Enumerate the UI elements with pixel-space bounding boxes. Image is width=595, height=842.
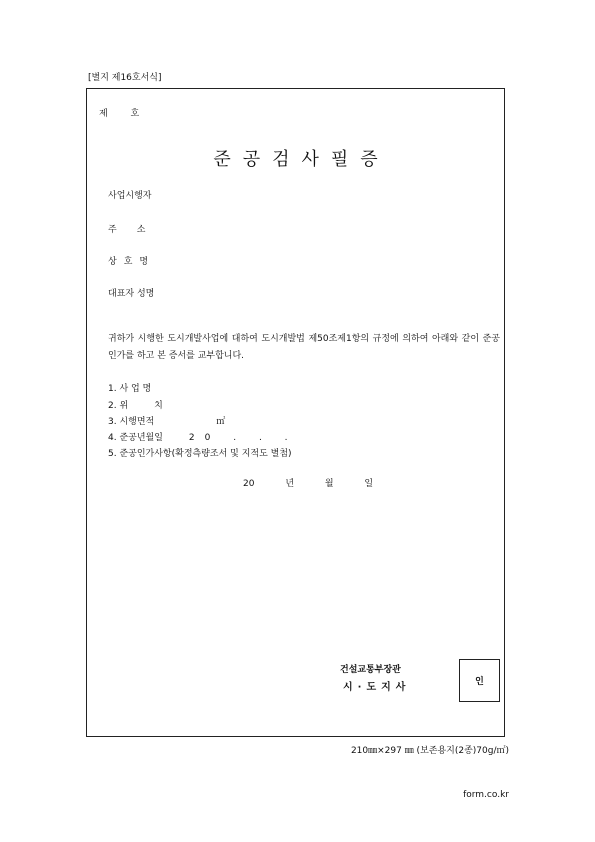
item-date-placeholder: 20 . . . — [188, 433, 298, 443]
applicant-label-address: 주소 — [108, 225, 166, 235]
item-label: 1. 사 업 명 — [108, 384, 152, 394]
seal-label: 인 — [475, 677, 484, 687]
applicant-label-representative: 대표자 성명 — [108, 289, 155, 299]
paper-spec: 210㎜×297 ㎜ (보존용지(2종)70g/㎡) — [350, 746, 509, 756]
issuer-minister: 건설교통부장관 — [340, 665, 401, 675]
item-label: 3. 시행면적 — [108, 417, 155, 427]
site-footer: form.co.kr — [463, 790, 509, 800]
applicant-label-operator: 사업시행자 — [108, 191, 152, 201]
item-unit: ㎡ — [216, 417, 226, 427]
list-item — [108, 430, 298, 443]
issue-date-line: 20 년 월 일 — [243, 479, 374, 489]
item-label: 2. 위 — [108, 401, 129, 411]
list-item — [108, 381, 177, 394]
issuer-governor: 시·도지사 — [343, 682, 411, 693]
page-title: 준공검사필증 — [213, 149, 390, 170]
certificate-body-text: 귀하가 시행한 도시개발사업에 대하여 도시개발법 제50조제1항의 규정에 의하여 아래와 같이 준공인가를 하고 본 증서를 교부합니다. — [108, 334, 500, 361]
item-extra: 치 — [154, 401, 173, 411]
seal-box — [459, 659, 500, 702]
form-reference: [별지 제16호서식] — [88, 73, 162, 83]
certificate-frame — [86, 88, 505, 737]
document-number-label: 제 호 — [99, 109, 140, 119]
list-item — [108, 446, 318, 459]
list-item — [108, 414, 225, 427]
applicant-label-company: 상호명 — [108, 257, 156, 267]
item-label: 4. 준공년월일 — [108, 433, 163, 443]
list-item — [108, 398, 173, 411]
item-label: 5. 준공인가사항(확정측량조서 및 지적도 별첨) — [108, 449, 292, 459]
